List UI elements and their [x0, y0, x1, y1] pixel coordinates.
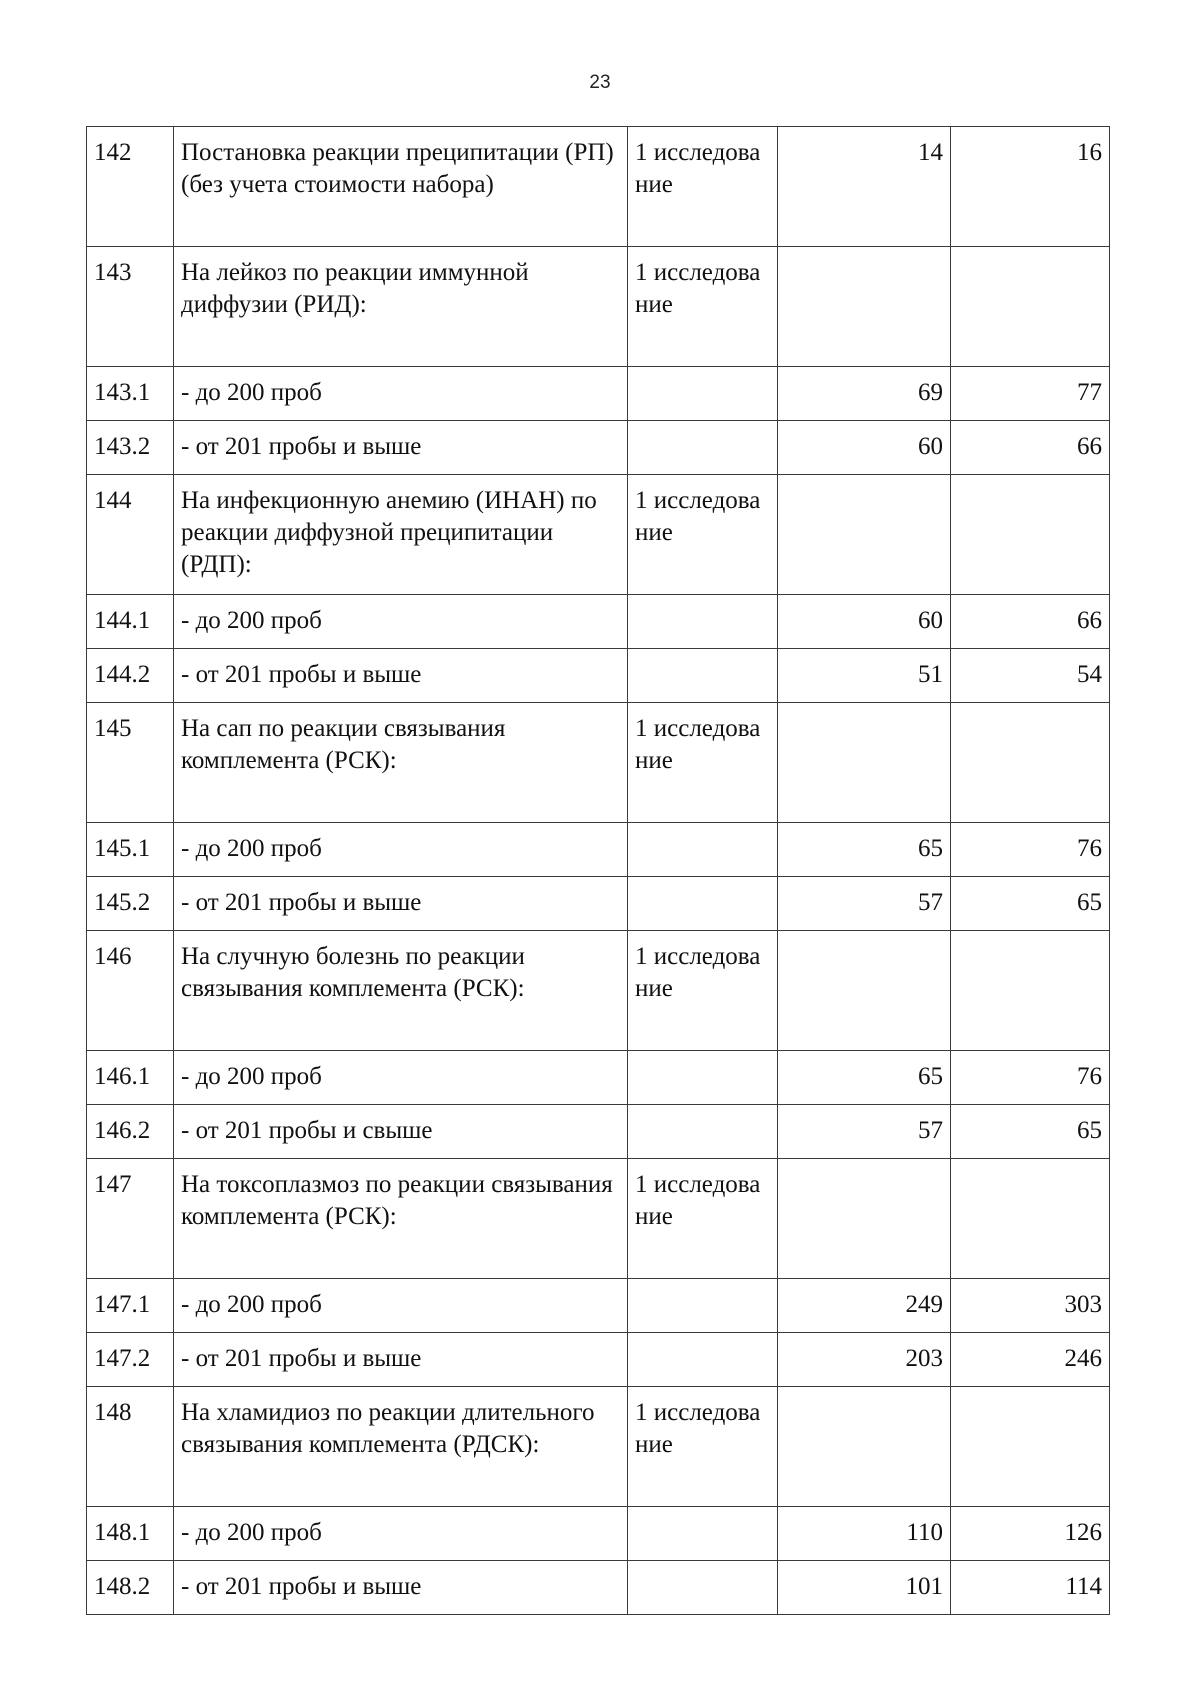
- row-price-1: 57: [778, 1105, 951, 1159]
- row-unit: [628, 1279, 778, 1333]
- row-price-1: [778, 1387, 951, 1507]
- row-unit: 1 исследование: [628, 475, 778, 595]
- row-name: - от 201 пробы и свыше: [174, 1105, 628, 1159]
- row-unit: 1 исследование: [628, 703, 778, 823]
- table-row: [87, 367, 1110, 421]
- row-name: - до 200 проб: [174, 595, 628, 649]
- row-price-2: 66: [951, 595, 1110, 649]
- table-row: [87, 1105, 1110, 1159]
- row-name: - от 201 пробы и выше: [174, 877, 628, 931]
- table-row: [87, 595, 1110, 649]
- row-price-2: 76: [951, 1051, 1110, 1105]
- row-code: 145.2: [87, 877, 174, 931]
- row-unit: 1 исследование: [628, 247, 778, 367]
- row-name: - до 200 проб: [174, 367, 628, 421]
- row-unit: [628, 1333, 778, 1387]
- row-price-2: 66: [951, 421, 1110, 475]
- table-row: [87, 1561, 1110, 1615]
- table-row: [87, 1159, 1110, 1279]
- row-code: 146.1: [87, 1051, 174, 1105]
- row-name: - от 201 пробы и выше: [174, 649, 628, 703]
- row-unit: [628, 367, 778, 421]
- row-price-2: [951, 475, 1110, 595]
- row-unit: [628, 1507, 778, 1561]
- row-unit: [628, 1051, 778, 1105]
- row-unit: [628, 649, 778, 703]
- row-price-2: 246: [951, 1333, 1110, 1387]
- row-price-2: 76: [951, 823, 1110, 877]
- table-row: [87, 475, 1110, 595]
- row-code: 145: [87, 703, 174, 823]
- row-code: 147.2: [87, 1333, 174, 1387]
- row-name: На сап по реакции связывания комплемента (РСК):: [174, 703, 628, 823]
- price-table: [86, 126, 1110, 1615]
- row-name: - от 201 пробы и выше: [174, 1561, 628, 1615]
- row-price-1: 65: [778, 823, 951, 877]
- row-price-1: 249: [778, 1279, 951, 1333]
- row-code: 148.2: [87, 1561, 174, 1615]
- row-price-2: [951, 931, 1110, 1051]
- row-price-1: 60: [778, 421, 951, 475]
- row-code: 147.1: [87, 1279, 174, 1333]
- row-name: На случную болезнь по реакции связывания комплемента (РСК):: [174, 931, 628, 1051]
- row-price-2: 77: [951, 367, 1110, 421]
- table-row: [87, 1051, 1110, 1105]
- row-name: - от 201 пробы и выше: [174, 421, 628, 475]
- row-price-1: 65: [778, 1051, 951, 1105]
- row-code: 146.2: [87, 1105, 174, 1159]
- row-price-1: [778, 475, 951, 595]
- row-name: Постановка реакции преципитации (РП) (без учета стоимости набора): [174, 127, 628, 247]
- row-name: На инфекционную анемию (ИНАН) по реакции диффузной преципитации (РДП):: [174, 475, 628, 595]
- row-unit: 1 исследование: [628, 127, 778, 247]
- table-row: [87, 877, 1110, 931]
- row-code: 143: [87, 247, 174, 367]
- row-price-2: 303: [951, 1279, 1110, 1333]
- row-unit: 1 исследование: [628, 1159, 778, 1279]
- table-row: [87, 1333, 1110, 1387]
- row-price-1: [778, 703, 951, 823]
- row-code: 144.1: [87, 595, 174, 649]
- row-unit: [628, 421, 778, 475]
- row-code: 145.1: [87, 823, 174, 877]
- row-price-2: [951, 703, 1110, 823]
- table-row: [87, 1507, 1110, 1561]
- row-code: 143.2: [87, 421, 174, 475]
- row-price-2: 65: [951, 877, 1110, 931]
- row-code: 144.2: [87, 649, 174, 703]
- row-price-1: [778, 247, 951, 367]
- row-price-1: 60: [778, 595, 951, 649]
- row-price-2: 126: [951, 1507, 1110, 1561]
- row-unit: [628, 595, 778, 649]
- row-code: 148.1: [87, 1507, 174, 1561]
- row-price-2: 16: [951, 127, 1110, 247]
- page-number: 23: [589, 72, 611, 93]
- row-price-1: [778, 931, 951, 1051]
- row-name: На токсоплазмоз по реакции связывания комплемента (РСК):: [174, 1159, 628, 1279]
- row-name: - до 200 проб: [174, 823, 628, 877]
- row-unit: 1 исследование: [628, 931, 778, 1051]
- row-name: - до 200 проб: [174, 1507, 628, 1561]
- table-row: [87, 421, 1110, 475]
- row-price-1: 14: [778, 127, 951, 247]
- row-price-1: 101: [778, 1561, 951, 1615]
- row-unit: [628, 823, 778, 877]
- row-price-1: [778, 1159, 951, 1279]
- row-price-2: [951, 1159, 1110, 1279]
- table-row: [87, 127, 1110, 247]
- row-unit: [628, 1561, 778, 1615]
- row-unit: [628, 1105, 778, 1159]
- row-code: 146: [87, 931, 174, 1051]
- row-price-2: 65: [951, 1105, 1110, 1159]
- row-code: 147: [87, 1159, 174, 1279]
- row-name: На лейкоз по реакции иммунной диффузии (РИД):: [174, 247, 628, 367]
- row-code: 148: [87, 1387, 174, 1507]
- table-row: [87, 823, 1110, 877]
- row-name: - от 201 пробы и выше: [174, 1333, 628, 1387]
- table-row: [87, 1387, 1110, 1507]
- row-code: 142: [87, 127, 174, 247]
- row-code: 143.1: [87, 367, 174, 421]
- row-unit: 1 исследование: [628, 1387, 778, 1507]
- table-row: [87, 703, 1110, 823]
- row-code: 144: [87, 475, 174, 595]
- price-table-body: [87, 127, 1110, 1615]
- row-price-2: [951, 247, 1110, 367]
- table-row: [87, 649, 1110, 703]
- row-price-2: 54: [951, 649, 1110, 703]
- row-name: - до 200 проб: [174, 1051, 628, 1105]
- row-price-1: 69: [778, 367, 951, 421]
- row-price-1: 110: [778, 1507, 951, 1561]
- row-price-1: 57: [778, 877, 951, 931]
- row-unit: [628, 877, 778, 931]
- row-price-1: 203: [778, 1333, 951, 1387]
- table-row: [87, 931, 1110, 1051]
- table-row: [87, 1279, 1110, 1333]
- row-price-1: 51: [778, 649, 951, 703]
- row-name: На хламидиоз по реакции длительного связывания комплемента (РДСК):: [174, 1387, 628, 1507]
- row-price-2: 114: [951, 1561, 1110, 1615]
- row-name: - до 200 проб: [174, 1279, 628, 1333]
- table-row: [87, 247, 1110, 367]
- row-price-2: [951, 1387, 1110, 1507]
